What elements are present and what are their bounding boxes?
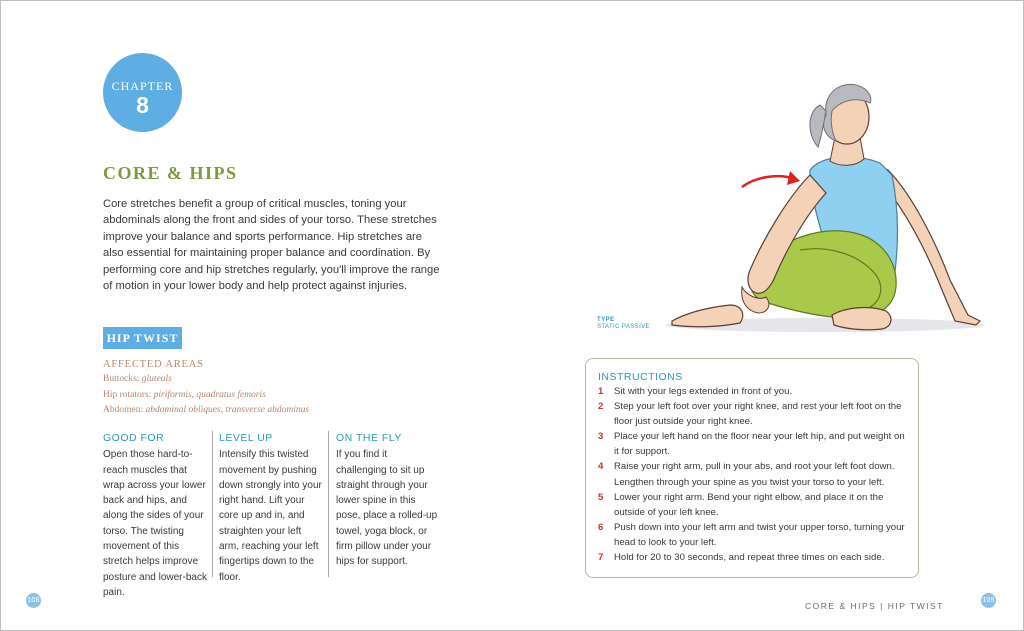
instruction-step <box>598 459 907 489</box>
step-number: 2 <box>598 401 604 413</box>
on-the-fly-text: If you find it challenging to sit up straight through your lower spine in this pose, place a rolled-up towel, yoga block, or firm pillow under your hips for support. <box>336 449 438 568</box>
affected-area-row <box>103 372 423 388</box>
instructions-box <box>585 358 919 578</box>
step-text: Lower your right arm. Bend your right elbow, and place it on the outside of your left knee. <box>614 491 884 518</box>
affected-areas <box>103 359 423 419</box>
column-divider <box>212 431 213 577</box>
type-label <box>597 317 650 331</box>
step-text: Sit with your legs extended in front of you. <box>614 386 793 397</box>
hip-twist-illustration <box>650 75 990 340</box>
stretch-name-tag: HIP TWIST <box>103 327 182 349</box>
instruction-step <box>598 399 907 429</box>
step-number: 1 <box>598 386 604 397</box>
chapter-word: CHAPTER <box>111 79 174 93</box>
affected-area-row <box>103 388 423 404</box>
on-the-fly-column <box>336 431 440 570</box>
column-divider <box>328 431 329 577</box>
step-number: 5 <box>598 491 604 503</box>
instruction-step <box>598 490 907 520</box>
step-text: Place your left hand on the floor near your left hip, and put weight on it for support. <box>614 431 905 458</box>
type-label-value: STATIC PASSIVE <box>597 324 650 330</box>
step-number: 7 <box>598 552 604 564</box>
affected-area-label: Hip rotators: <box>103 389 154 400</box>
good-for-text: Open those hard-to-reach muscles that wrap across your lower back and hips, and along the sides of your torso. The twisting movement of this stretch helps improve posture and lower-back pain. <box>103 449 207 598</box>
running-head: CORE & HIPS | HIP TWIST <box>805 601 944 611</box>
page-number-right: 109 <box>981 593 996 608</box>
page-title: CORE & HIPS <box>103 163 238 183</box>
step-number: 6 <box>598 521 604 533</box>
affected-area-value: piriformis, quadratus femoris <box>153 389 266 400</box>
step-text: Hold for 20 to 30 seconds, and repeat three times on each side. <box>614 552 885 564</box>
affected-area-label: Buttocks: <box>103 374 142 384</box>
step-text: Raise your right arm, pull in your abs, and root your left foot down. Lengthen through your spine as you twist your torso to your left. <box>614 461 895 488</box>
instruction-step <box>598 429 907 459</box>
instruction-step <box>598 520 907 550</box>
intro-paragraph: Core stretches benefit a group of critical muscles, toning your abdominals along the front and sides of your torso. These stretches improve your balance and sports performance. Hip stretches are also essential for maintaining proper balance and coordination. By performing core and hip stretches regularly, you'll improve the range of motion in your lower body and help protect against injuries. <box>103 198 440 293</box>
step-number: 4 <box>598 461 604 473</box>
instruction-step <box>598 384 907 399</box>
affected-area-value: gluteals <box>141 374 172 384</box>
step-text: Push down into your left arm and twist your upper torso, turning your head to look to your left. <box>614 521 905 548</box>
step-number: 3 <box>598 431 604 443</box>
good-for-heading: GOOD FOR <box>103 432 165 444</box>
level-up-heading: LEVEL UP <box>219 432 273 444</box>
good-for-column <box>103 431 207 600</box>
level-up-text: Intensify this twisted movement by pushing down strongly into your right hand. Lift your core up and in, and straighten your left arm, reaching your left fingertips down to the floor. <box>219 449 322 583</box>
affected-area-label: Abdomen: <box>103 405 146 415</box>
chapter-number: 8 <box>136 92 149 118</box>
instruction-step <box>598 550 907 565</box>
step-text: Step your left foot over your right knee, and rest your left foot on the floor just outside your right knee. <box>614 401 902 428</box>
on-the-fly-heading: ON THE FLY <box>336 432 402 444</box>
instructions-title: INSTRUCTIONS <box>598 371 683 383</box>
page-number-left: 108 <box>26 593 41 608</box>
affected-areas-title: AFFECTED AREAS <box>103 359 204 370</box>
level-up-column <box>219 431 323 585</box>
affected-area-value: abdominal obliques, transverse abdominus <box>145 405 310 415</box>
affected-area-row <box>103 403 423 419</box>
chapter-badge <box>103 53 182 132</box>
type-label-title: TYPE <box>597 317 615 323</box>
